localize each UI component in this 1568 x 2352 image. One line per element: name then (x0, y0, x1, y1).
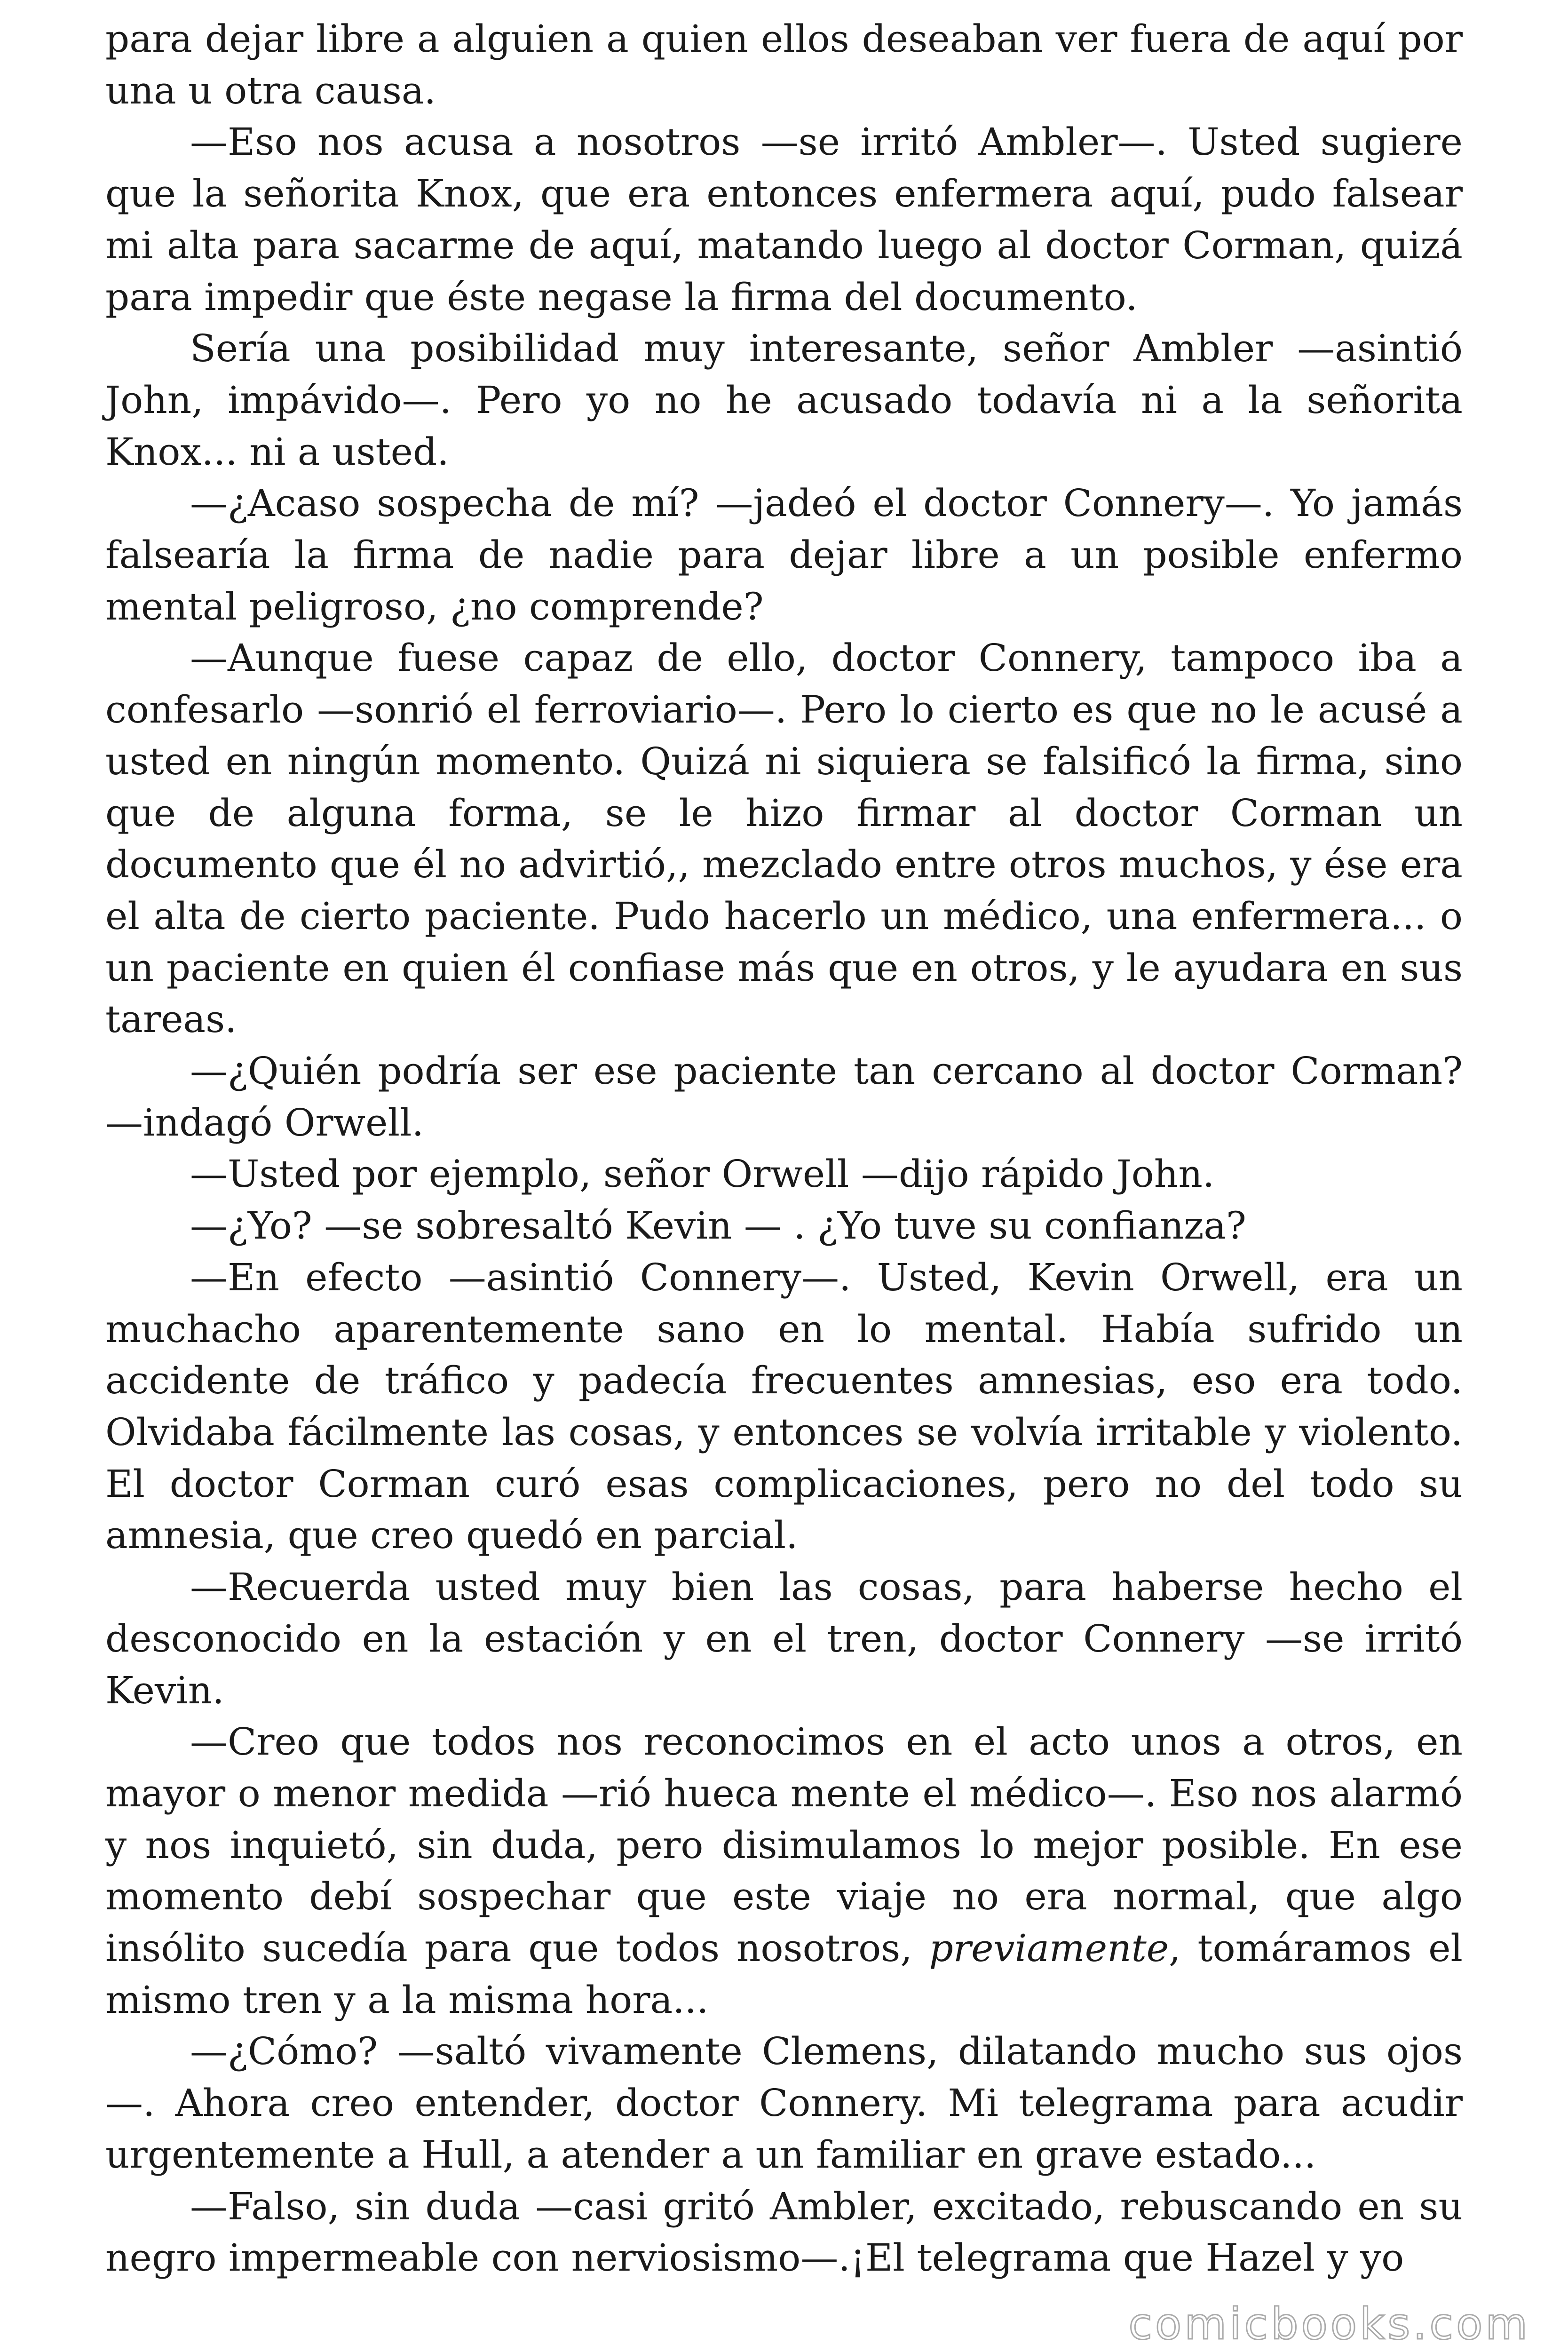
paragraph: —¿Yo? —se sobresaltó Kevin — . ¿Yo tuve su confianza? (190, 1204, 1246, 1248)
paragraph: —Aunque fuese capaz de ello, doctor Connery, tampoco iba a confesarlo —sonrió el ferroviario—. Pero lo cierto es que no le acusé a usted en ningún momento. Quizá ni siquiera se falsificó la firma, sino que de alguna forma, se le hizo firmar al doctor Corman un documento que él no advirtió,, mezclado entre otros muchos, y ése era el alta de cierto paciente. Pudo hacerlo un médico, una enfermera... o un paciente en quien él confiase más que en otros, y le ayudara en sus tareas. (105, 636, 1463, 1041)
italic-word: previamente (929, 1926, 1169, 1971)
paragraph: —Eso nos acusa a nosotros —se irritó Ambler—. Usted sugiere que la señorita Knox, que era entonces enfermera aquí, pudo falsear mi alta para sacarme de aquí, matando luego al doctor Corman, quizá para impedir que éste negase la firma del documento. (105, 120, 1463, 319)
paragraph (105, 1716, 1463, 2026)
paragraph-text: , tomáramos el mismo tren y a la misma hora... (105, 1926, 1463, 2022)
paragraph: —En efecto —asintió Connery—. Usted, Kevin Orwell, era un muchacho aparentemente sano en lo mental. Había sufrido un accidente de tráfico y padecía frecuentes amnesias, eso era todo. Olvidaba fácilmente las cosas, y entonces se volvía irritable y violento. El doctor Corman curó esas complicaciones, pero no del todo su amnesia, que creo quedó en parcial. (105, 1255, 1463, 1557)
paragraph: —Recuerda usted muy bien las cosas, para haberse hecho el desconocido en la estación y en el tren, doctor Connery —se irritó Kevin. (105, 1565, 1463, 1712)
paragraph-continuation: para dejar libre a alguien a quien ellos deseaban ver fuera de aquí por una u otra causa. (105, 17, 1463, 112)
watermark: comicbooks.com (1128, 2299, 1530, 2349)
body-text (105, 13, 1463, 2284)
paragraph: —Usted por ejemplo, señor Orwell —dijo rápido John. (190, 1152, 1215, 1196)
paragraph: —¿Quién podría ser ese paciente tan cercano al doctor Corman? —indagó Orwell. (105, 1049, 1463, 1144)
paragraph: —Falso, sin duda —casi gritó Ambler, excitado, rebuscando en su negro impermeable con nerviosismo—.¡El telegrama que Hazel y yo (105, 2184, 1463, 2280)
paragraph: —¿Cómo? —saltó vivamente Clemens, dilatando mucho sus ojos —. Ahora creo entender, doctor Connery. Mi telegrama para acudir urgentemente a Hull, a atender a un familiar en grave estado... (105, 2029, 1463, 2177)
paragraph: —¿Acaso sospecha de mí? —jadeó el doctor Connery—. Yo jamás falsearía la firma de nadie para dejar libre a un posible enfermo mental peligroso, ¿no comprende? (105, 481, 1463, 628)
paragraph-text: —Creo que todos nos reconocimos en el acto unos a otros, en mayor o menor medida —rió hueca mente el médico—. Eso nos alarmó y nos inquietó, sin duda, pero disimulamos lo mejor posible. En ese momento debí sospechar que este viaje no era normal, que algo insólito sucedía para que todos nosotros, (105, 1720, 1463, 1971)
paragraph: Sería una posibilidad muy interesante, señor Ambler —asintió John, impávido—. Pero yo no he acusado todavía ni a la señorita Knox... ni a usted. (105, 326, 1463, 474)
